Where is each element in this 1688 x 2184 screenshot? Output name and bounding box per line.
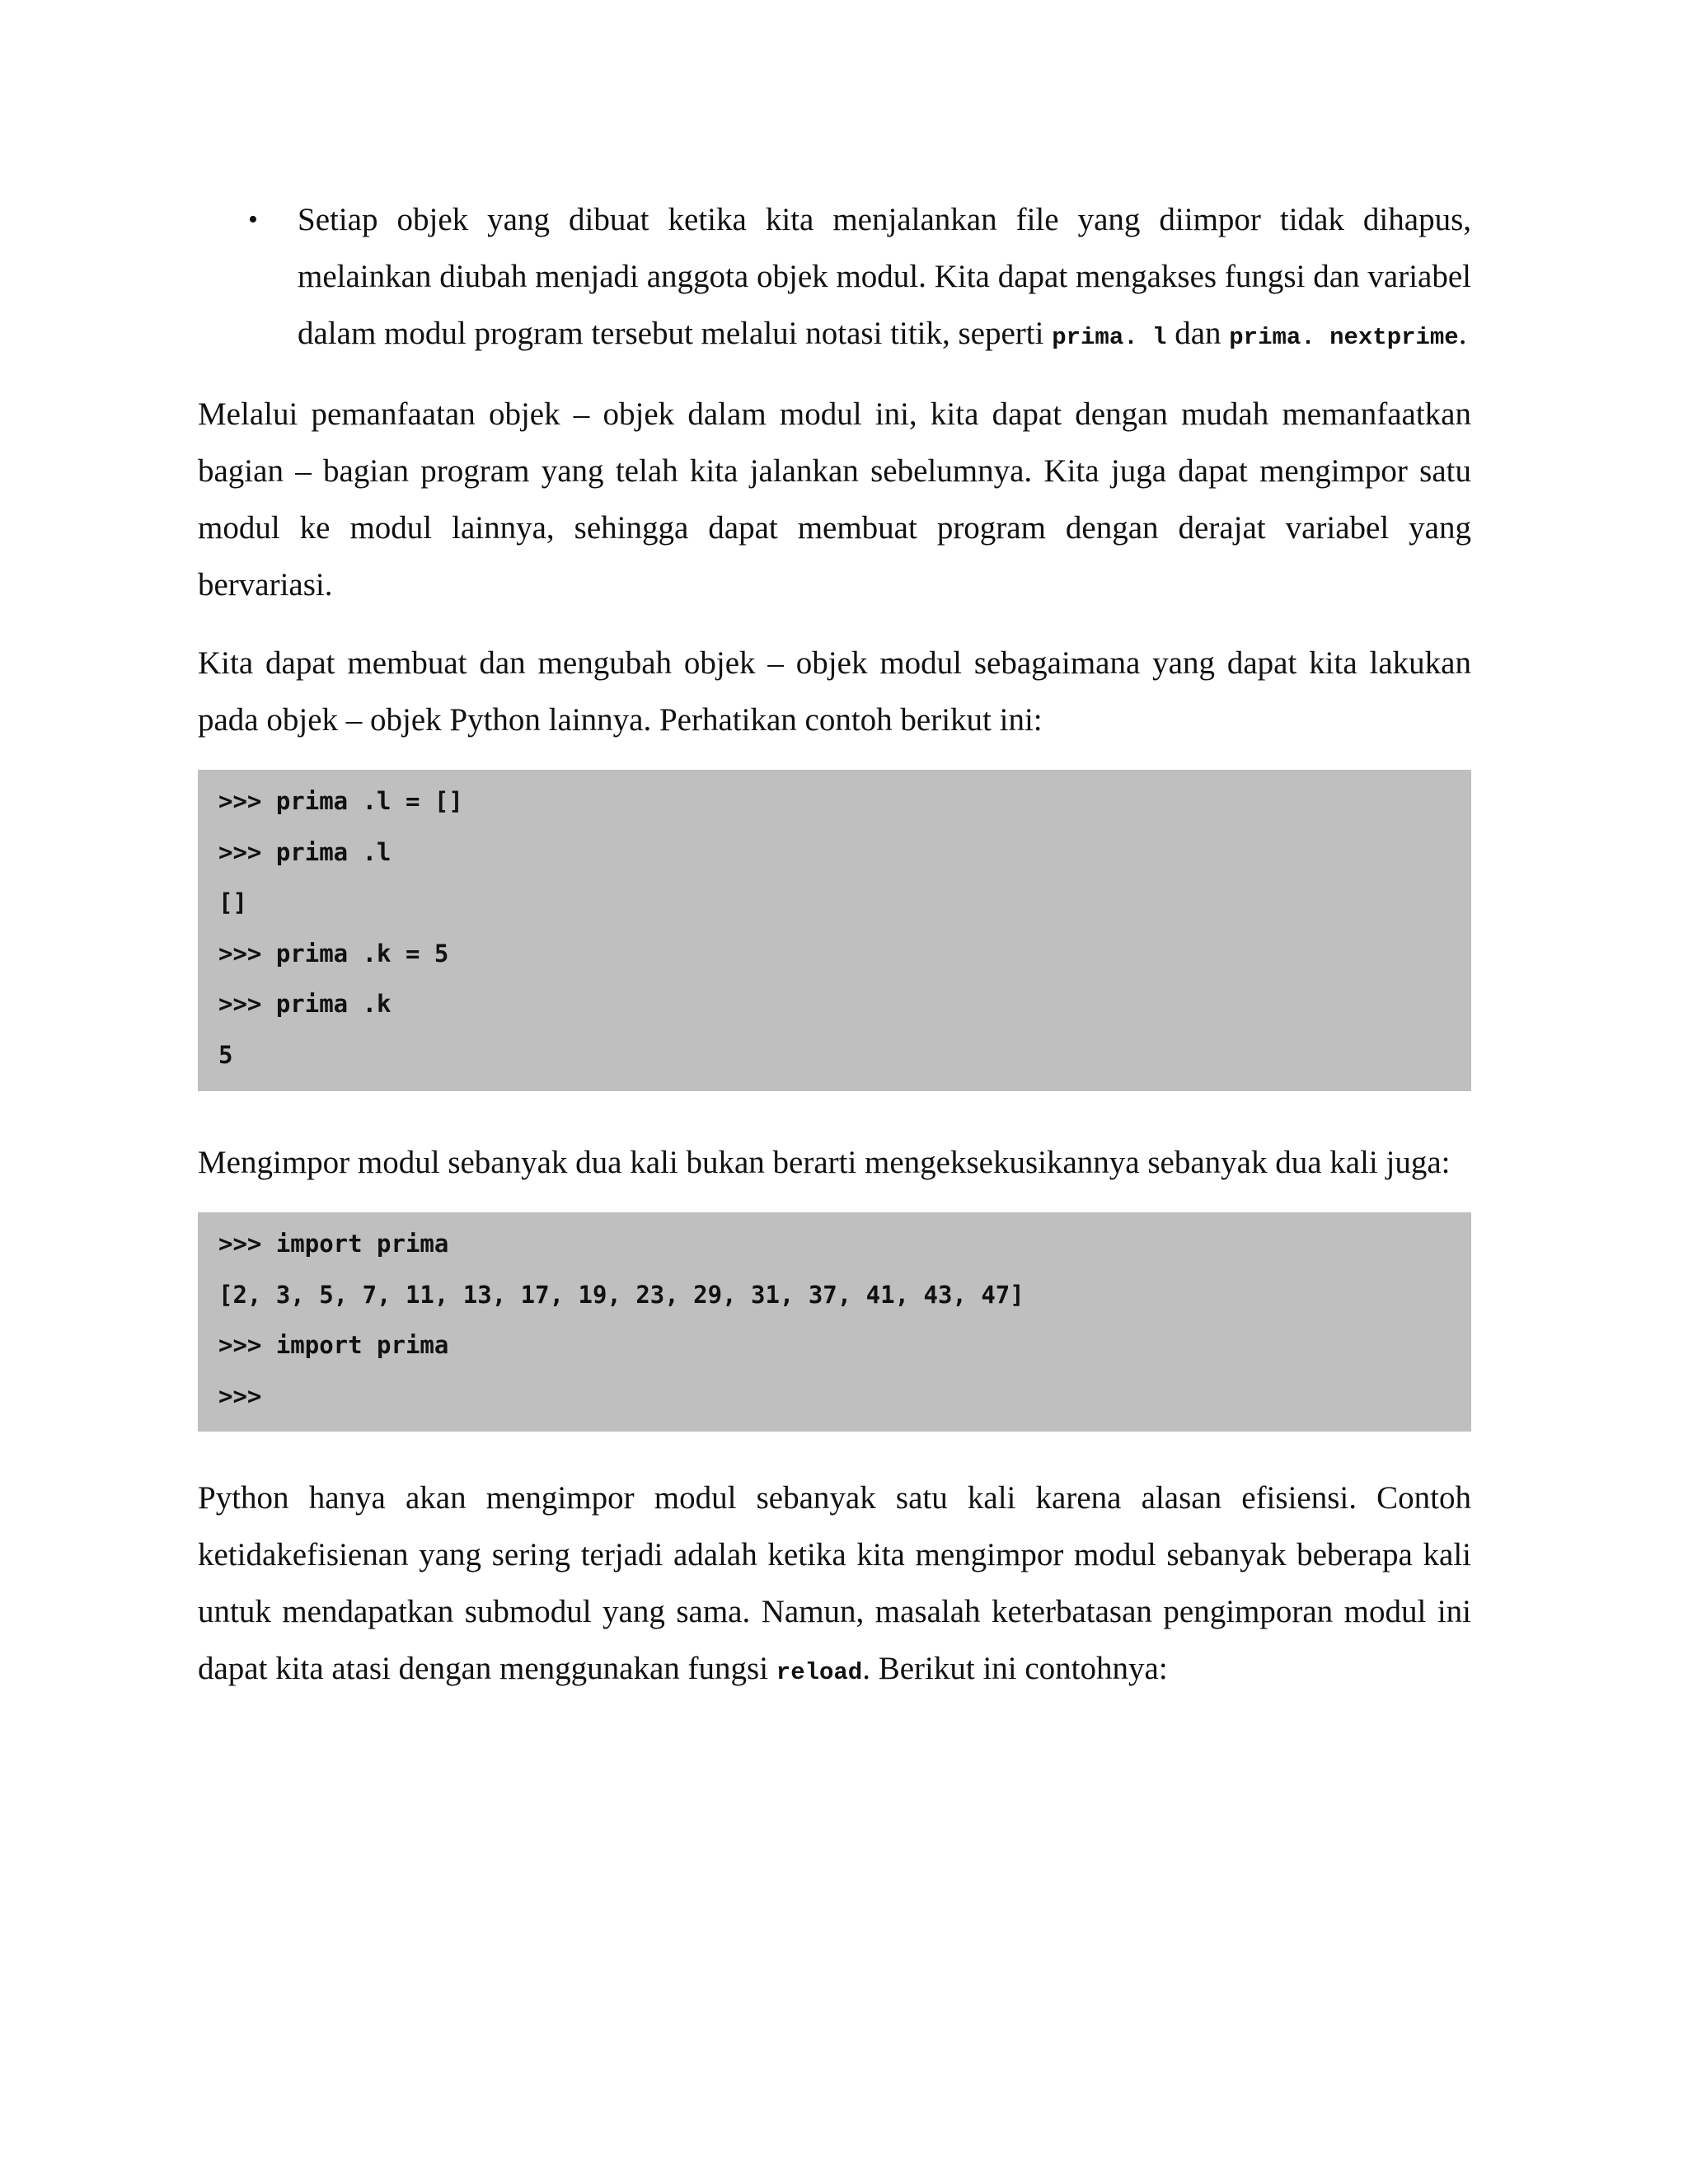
inline-code-prima-nextprime: prima. nextprime [1229,324,1459,351]
code-line: >>> [218,1381,262,1410]
code-line: >>> prima .k = 5 [218,939,449,968]
inline-code-prima-l: prima. l [1052,324,1167,351]
code-line: >>> prima .l = [] [218,787,463,815]
bullet-text-mid: dan [1166,316,1230,351]
bullet-icon: • [248,204,258,235]
inline-code-reload: reload [776,1659,863,1686]
bullet-item [198,191,1471,366]
para4-text-after: . Berikut ini contohnya: [862,1651,1168,1686]
code-block-import-prima [198,1212,1471,1432]
code-line: [] [218,888,247,916]
paragraph-efisiensi-reload [198,1469,1471,1701]
paragraph-mengubah-objek: Kita dapat membuat dan mengubah objek – objek modul sebagaimana yang dapat kita lakukan pada objek – objek Python lainnya. Perhatikan contoh berikut ini: [198,645,1471,738]
code-line: >>> prima .l [218,837,392,866]
paragraph-modul-objek: Melalui pemanfaatan objek – objek dalam modul ini, kita dapat dengan mudah memanfaatkan bagian – bagian program yang telah kita jalankan sebelumnya. Kita juga dapat mengimpor satu modul ke modul lainnya, sehingga dapat membuat program dengan derajat variabel yang bervariasi. [198,396,1471,602]
paragraph-mengimpor-dua-kali: Mengimpor modul sebanyak dua kali bukan berarti mengeksekusikannya sebanyak dua kali juga: [198,1145,1451,1180]
code-line: >>> import prima [218,1331,449,1359]
para4-text-before: Python hanya akan mengimpor modul sebanyak satu kali karena alasan efisiensi. Contoh ketidakefisienan yang sering terjadi adalah ketika kita mengimpor modul sebanyak beberapa kali untuk mendapatkan submodul yang sama. Namun, masalah keterbatasan pengimporan modul ini dapat kita atasi dengan menggunakan fungsi [198,1480,1471,1686]
bullet-text-after: . [1458,316,1467,351]
code-block-prima-attributes [198,770,1471,1091]
bullet-text [298,191,1471,366]
bullet-text-before: Setiap objek yang dibuat ketika kita menjalankan file yang diimpor tidak dihapus, melainkan diubah menjadi anggota objek modul. Kita dapat mengakses fungsi dan variabel dalam modul program tersebut melalui notasi titik, seperti [298,202,1471,351]
code-line: >>> prima .k [218,990,392,1018]
document-body [198,191,1471,1701]
code-line: >>> import prima [218,1230,449,1258]
code-line: 5 [218,1040,233,1069]
code-line: [2, 3, 5, 7, 11, 13, 17, 19, 23, 29, 31, 37, 41, 43, 47] [218,1280,1025,1309]
